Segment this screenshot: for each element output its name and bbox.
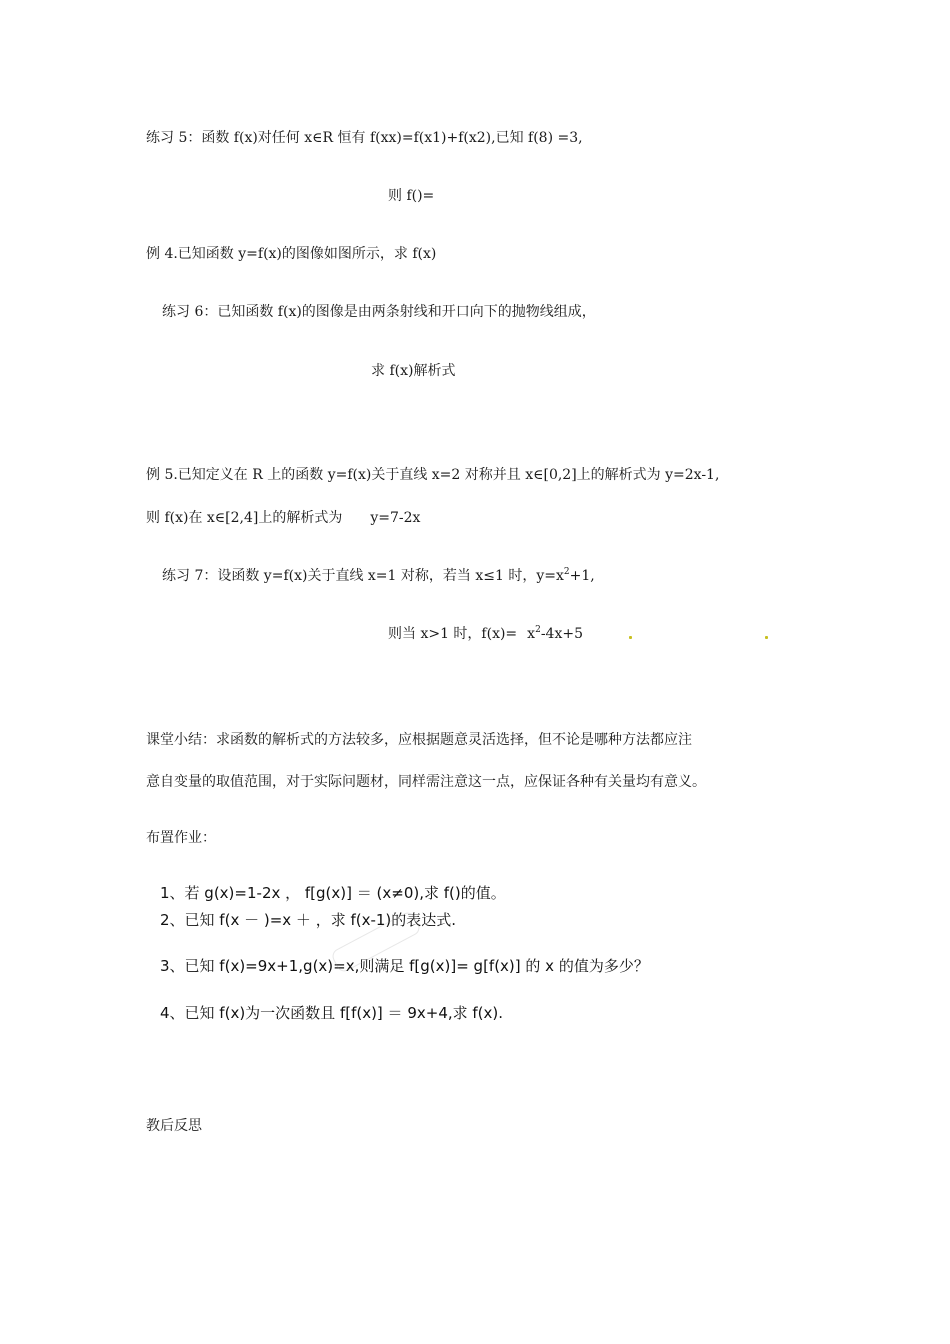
example-4-text: 例 4.已知函数 y=f(x)的图像如图所示，求 f(x)	[146, 246, 437, 262]
exercise-7-line1-b: +1,	[569, 568, 595, 584]
yellow-mark-2	[765, 636, 768, 639]
summary-line2: 意自变量的取值范围，对于实际问题材，同样需注意这一点，应保证各种有关量均有意义。	[146, 774, 706, 790]
homework-item-1: 1、若 g(x)=1-2x ， f[g(x)] ＝ (x≠0),求 f()的值。	[160, 884, 506, 902]
exercise-6-question: 求 f(x)解析式	[371, 363, 456, 379]
example-5-line2-text: 则 f(x)在 x∈[2,4]上的解析式为	[146, 510, 343, 526]
exercise-7-line2-a: 则当 x>1 时，f(x)=	[388, 626, 518, 642]
exercise-7-line2-c: -4x+5	[540, 626, 583, 642]
example-5-answer: y=7-2x	[370, 510, 421, 526]
yellow-mark-1	[629, 636, 632, 639]
reflection-title: 教后反思	[146, 1118, 202, 1134]
exercise-7-line1-a: 练习 7：设函数 y=f(x)关于直线 x=1 对称，若当 x≤1 时，y=x	[162, 568, 564, 584]
exercise-5-question: 则 f()=	[388, 188, 435, 204]
exercise-7-line2-b: x	[527, 626, 536, 642]
exercise-6-text: 练习 6：已知函数 f(x)的图像是由两条射线和开口向下的抛物线组成，	[162, 304, 596, 320]
example-5-line2	[146, 509, 420, 527]
exercise-7-line2	[388, 625, 583, 643]
exercise-7-line1	[162, 567, 595, 585]
homework-title: 布置作业：	[146, 830, 216, 846]
exercise-7-line2-sup: 2	[535, 625, 541, 635]
homework-item-4: 4、已知 f(x)为一次函数且 f[f(x)] ＝ 9x+4,求 f(x).	[160, 1004, 504, 1022]
example-5-line1: 例 5.已知定义在 R 上的函数 y=f(x)关于直线 x=2 对称并且 x∈[0,2]上的解析式为 y=2x-1,	[146, 467, 720, 483]
exercise-7-line1-sup: 2	[563, 567, 570, 577]
homework-item-3: 3、已知 f(x)=9x+1,g(x)=x,则满足 f[g(x)]= g[f(x)] 的 x 的值为多少？	[160, 957, 649, 975]
summary-line1: 课堂小结：求函数的解析式的方法较多，应根据题意灵活选择，但不论是哪种方法都应注	[146, 732, 692, 748]
exercise-5-text: 练习 5：函数 f(x)对任何 x∈R 恒有 f(xx)=f(x1)+f(x2),已知 f(8) =3,	[146, 130, 583, 146]
homework-item-2: 2、已知 f(x － )=x ＋ ，求 f(x-1)的表达式.	[160, 911, 457, 929]
